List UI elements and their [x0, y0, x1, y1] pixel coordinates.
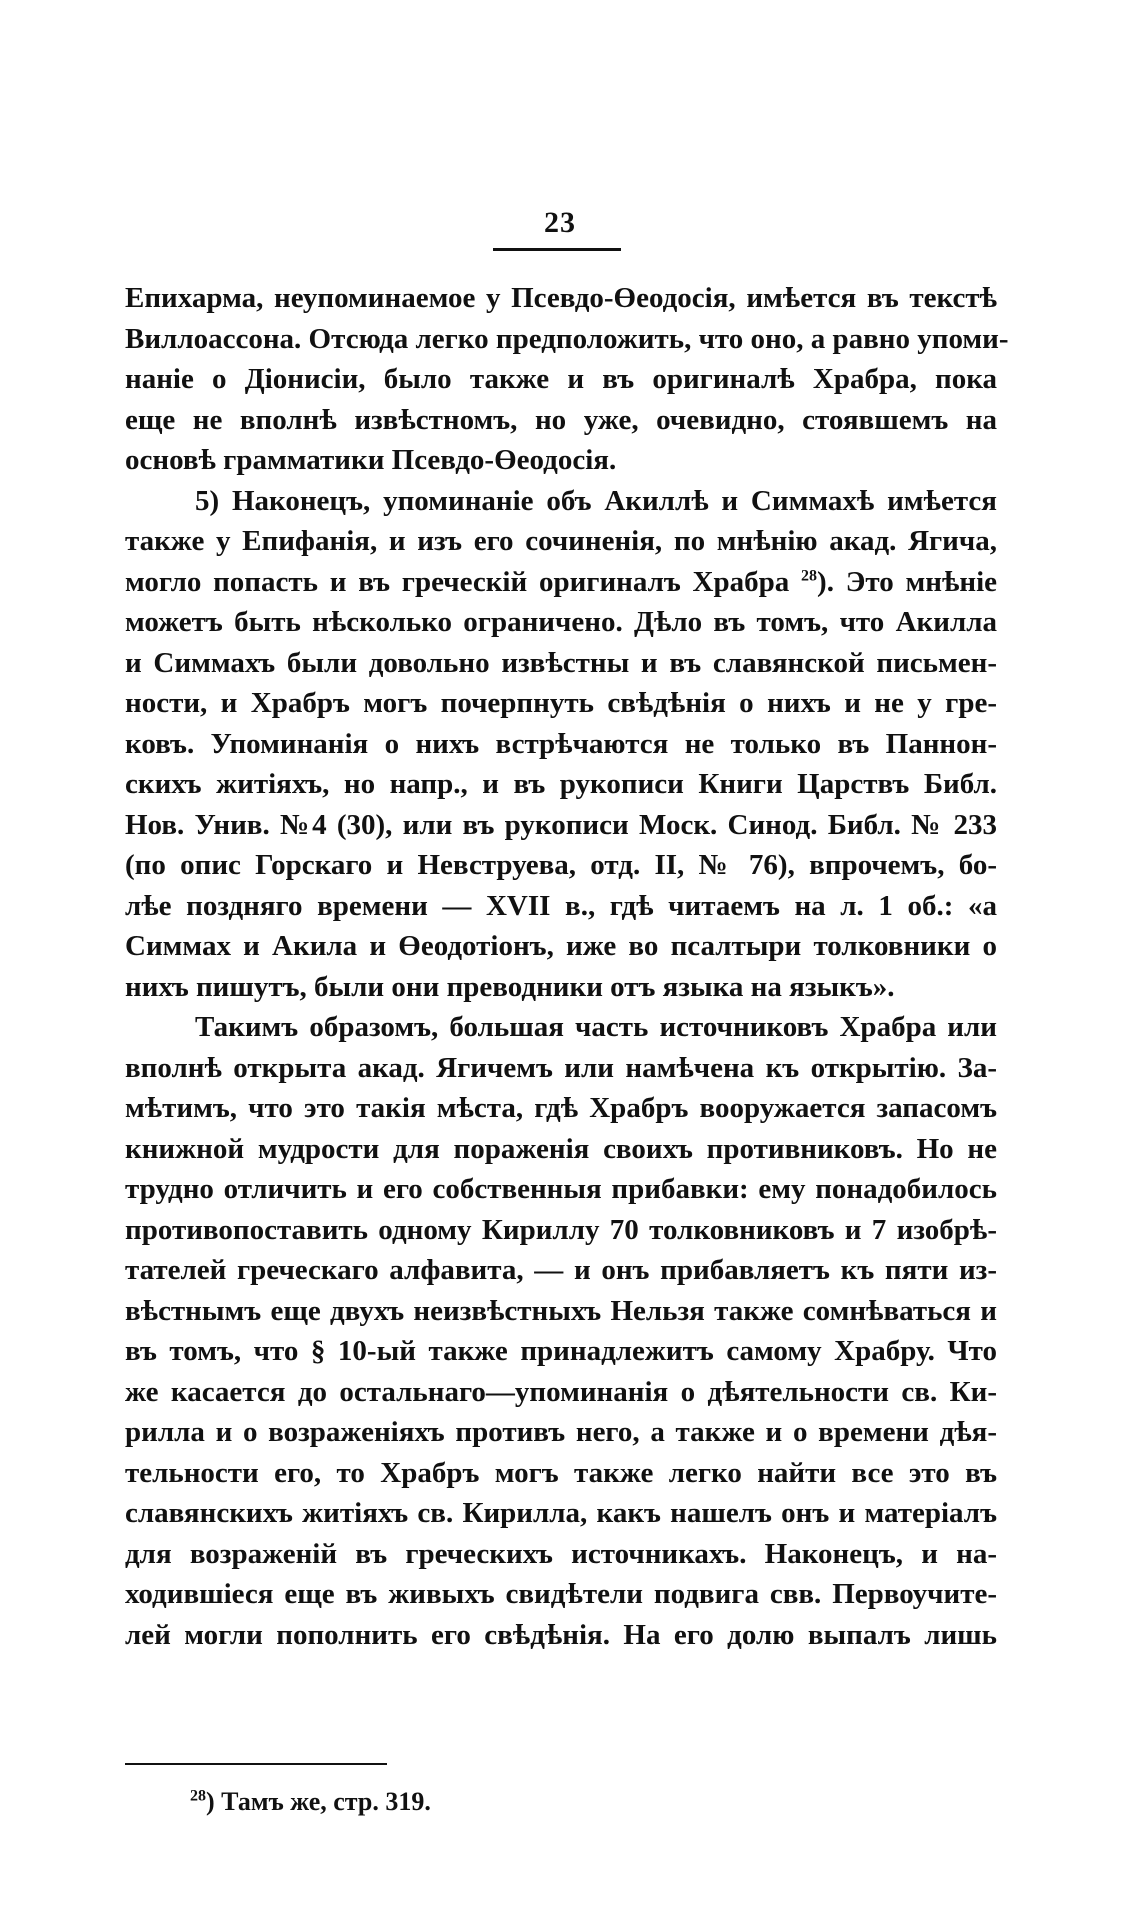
text-line: также у Епифанія, и изъ его сочиненія, по мнѣнію акад. Ягича,: [125, 525, 997, 557]
footnote-reference: 28: [801, 566, 818, 584]
text-line: мѣтимъ, что это такія мѣста, гдѣ Храбръ вооружается запасомъ: [125, 1092, 997, 1124]
footnote-text: ) Тамъ же, стр. 319.: [206, 1787, 431, 1816]
page-number-rule: [493, 248, 621, 251]
text-line: въ томъ, что § 10-ый также принадлежитъ самому Храбру. Что: [125, 1335, 997, 1367]
text-line: еще не вполнѣ извѣстномъ, но уже, очевидно, стоявшемъ на: [125, 403, 997, 436]
text-line: и Симмахъ были довольно извѣстны и въ славянской письмен-: [125, 646, 997, 679]
text-line: трудно отличить и его собственныя прибавки: ему понадобилось: [125, 1173, 997, 1205]
text-line: наніе о Діонисіи, было также и въ оригиналѣ Храбра, пока: [125, 363, 997, 395]
text-line: тателей греческаго алфавита, — и онъ прибавляетъ къ пяти из-: [125, 1254, 997, 1286]
text-line: тельности его, то Храбръ могъ также легко найти все это въ: [125, 1456, 997, 1489]
text-line: лей могли пополнить его свѣдѣнія. На его долю выпалъ лишь: [125, 1618, 997, 1651]
text-line-with-reference: [125, 562, 997, 603]
text-line: же касается до остальнаго—упоминанія о дѣятельности св. Ки-: [125, 1375, 997, 1408]
page-number: 23: [544, 206, 576, 239]
text-line: противопоставить одному Кириллу 70 толковниковъ и 7 изобрѣ-: [125, 1213, 997, 1246]
footnote-rule: [125, 1763, 387, 1765]
body-text: [125, 278, 1009, 1655]
footnote: [190, 1787, 431, 1817]
text-line: скихъ житіяхъ, но напр., и въ рукописи Книги Царствъ Библ.: [125, 768, 997, 800]
text-line: (по опис Горскаго и Невструева, отд. II, № 76), впрочемъ, бо-: [125, 849, 997, 881]
text-line: рилла и о возраженіяхъ противъ него, а также и о времени дѣя-: [125, 1416, 997, 1448]
text-line: славянскихъ житіяхъ св. Кирилла, какъ нашелъ онъ и матеріалъ: [125, 1497, 997, 1529]
text-line: нихъ пишутъ, были они преводники отъ языка на языкъ».: [125, 970, 895, 1003]
text-line: Нов. Унив. №4 (30), или въ рукописи Моск. Синод. Библ. № 233: [125, 808, 997, 841]
text-line: книжной мудрости для пораженія своихъ противниковъ. Но не: [125, 1132, 997, 1165]
text-segment: ). Это мнѣніе: [817, 565, 997, 598]
footnote-mark: 28: [190, 1787, 206, 1805]
text-line: можетъ быть нѣсколько ограничено. Дѣло въ томъ, что Акилла: [125, 606, 997, 638]
text-line: Епихарма, неупоминаемое у Псевдо-Өеодосія, имѣется въ текстѣ: [125, 282, 997, 314]
text-line: ковъ. Упоминанія о нихъ встрѣчаются не только въ Паннон-: [125, 727, 997, 760]
text-line: 5) Наконецъ, упоминаніе объ Акиллѣ и Симмахѣ имѣется: [195, 484, 997, 517]
text-line: ности, и Храбръ могъ почерпнуть свѣдѣнія о нихъ и не у гре-: [125, 687, 997, 719]
text-line: Симмах и Акила и Өеодотіонъ, иже во псалтыри толковники о: [125, 930, 997, 962]
text-line: для возраженій въ греческихъ источникахъ. Наконецъ, и на-: [125, 1537, 997, 1570]
text-line: Виллоассона. Отсюда легко предположить, что оно, а равно упоми-: [125, 322, 1009, 355]
text-line: ходившіеся еще въ живыхъ свидѣтели подвига свв. Первоучите-: [125, 1578, 997, 1610]
text-segment: могло попасть и въ греческій оригиналъ Храбра: [125, 565, 790, 598]
text-line: лѣе поздняго времени — XVII в., гдѣ читаемъ на л. 1 об.: «а: [125, 889, 997, 922]
text-line: вполнѣ открыта акад. Ягичемъ или намѣчена къ открытію. За-: [125, 1051, 997, 1084]
text-line: Такимъ образомъ, большая часть источниковъ Храбра или: [195, 1011, 997, 1043]
text-line: вѣстнымъ еще двухъ неизвѣстныхъ Нельзя также сомнѣваться и: [125, 1294, 997, 1327]
text-line: основѣ грамматики Псевдо-Өеодосія.: [125, 444, 617, 476]
